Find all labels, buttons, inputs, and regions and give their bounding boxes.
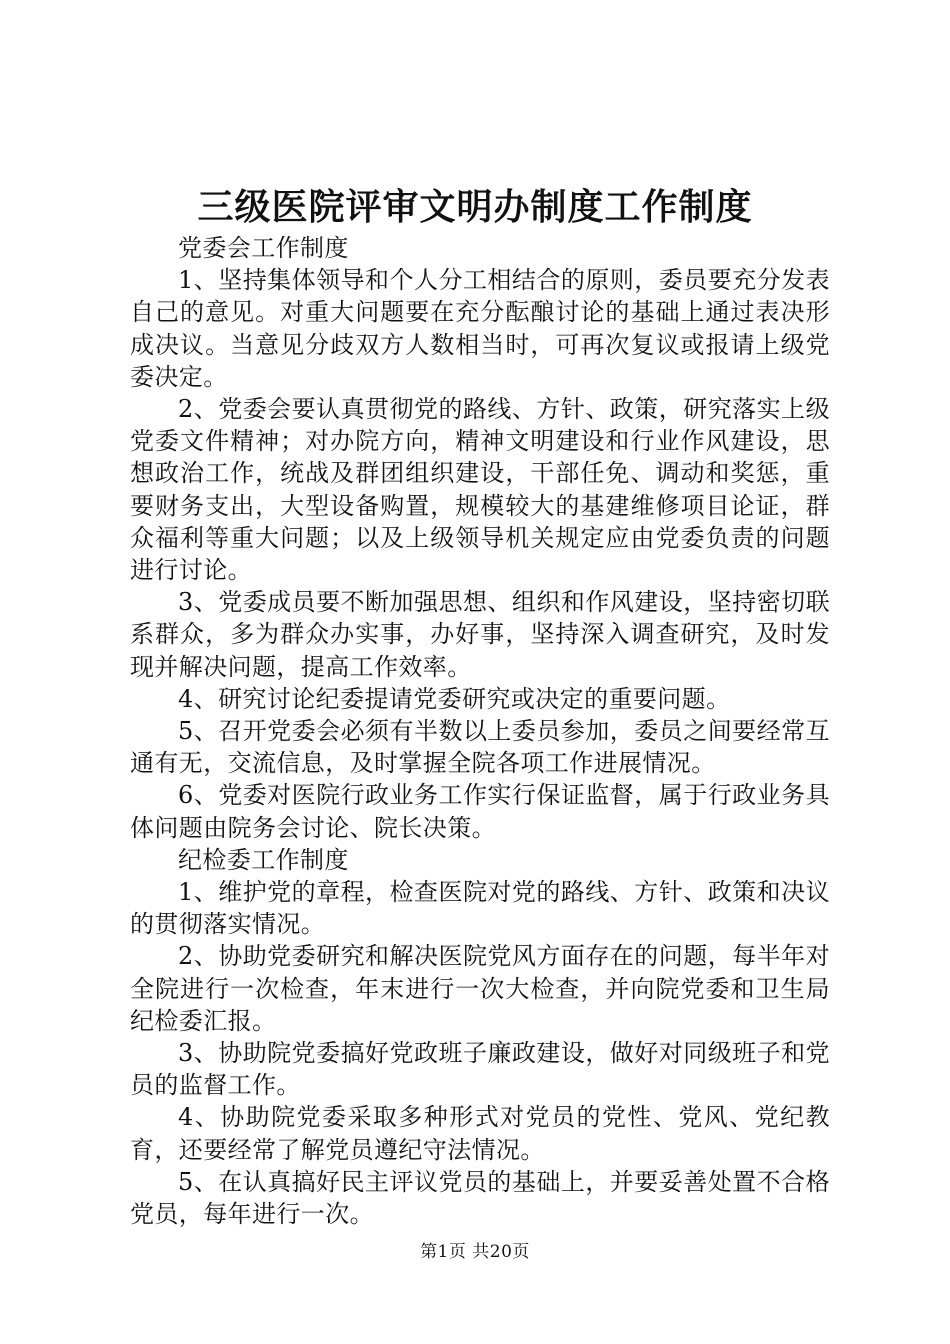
paragraph: 2、党委会要认真贯彻党的路线、方针、政策，研究落实上级党委文件精神；对办院方向，精神文明建设和行业作风建设，思想政治工作，统战及群团组织建设，干部任免、调动和奖惩，重要财务支出，大型设备购置，规模较大的基建维修项目论证，群众福利等重大问题；以及上级领导机关规定应由党委负责的问题进行讨论。 (130, 395, 830, 585)
paragraph: 2、协助党委研究和解决医院党风方面存在的问题，每半年对全院进行一次检查，年末进行一次大检查，并向院党委和卫生局纪检委汇报。 (130, 942, 830, 1035)
document-body (130, 232, 830, 1230)
section-heading-discipline-committee: 纪检委工作制度 (178, 845, 349, 874)
paragraph: 5、召开党委会必须有半数以上委员参加，委员之间要经常互通有无，交流信息，及时掌握全院各项工作进展情况。 (130, 717, 830, 778)
paragraph: 3、党委成员要不断加强思想、组织和作风建设，坚持密切联系群众，多为群众办实事，办好事，坚持深入调查研究，及时发现并解决问题，提高工作效率。 (130, 588, 830, 681)
section-heading-party-committee: 党委会工作制度 (178, 234, 349, 262)
paragraph: 1、坚持集体领导和个人分工相结合的原则，委员要充分发表自己的意见。对重大问题要在充分酝酿讨论的基础上通过表决形成决议。当意见分歧双方人数相当时，可再次复议或报请上级党委决定。 (130, 266, 830, 391)
paragraph: 6、党委对医院行政业务工作实行保证监督，属于行政业务具体问题由院务会讨论、院长决策。 (130, 781, 830, 842)
paragraph: 3、协助院党委搞好党政班子廉政建设，做好对同级班子和党员的监督工作。 (130, 1039, 830, 1100)
paragraph: 5、在认真搞好民主评议党员的基础上，并要妥善处置不合格党员，每年进行一次。 (130, 1167, 830, 1229)
paragraph: 4、协助院党委采取多种形式对党员的党性、党风、党纪教育，还要经常了解党员遵纪守法情况。 (130, 1103, 830, 1164)
paragraph: 1、维护党的章程，检查医院对党的路线、方针、政策和决议的贯彻落实情况。 (130, 878, 830, 939)
paragraph: 4、研究讨论纪委提请党委研究或决定的重要问题。 (178, 684, 731, 713)
document-title: 三级医院评审文明办制度工作制度 (197, 186, 753, 228)
page-number-footer: 第1页 共20页 (420, 1242, 530, 1262)
